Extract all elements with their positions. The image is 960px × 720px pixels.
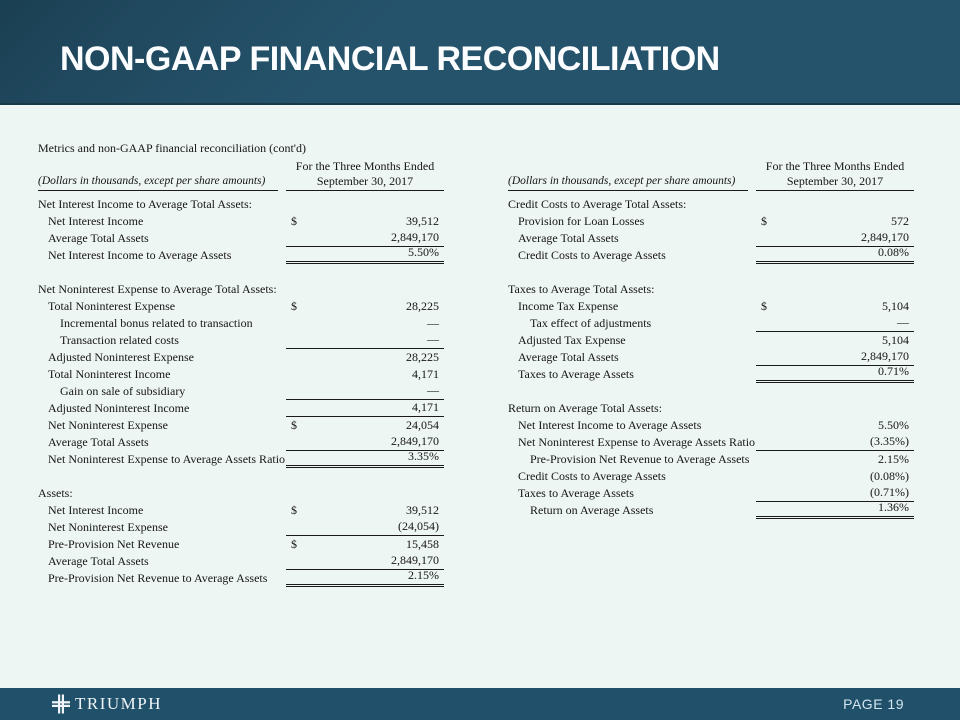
row-label: Return on Average Assets xyxy=(530,503,654,517)
row-label: Adjusted Noninterest Income xyxy=(48,401,190,415)
row-value: 15,458 xyxy=(406,537,439,551)
table-row xyxy=(508,417,914,434)
dollar-sign xyxy=(286,448,306,450)
table-row xyxy=(38,332,444,349)
table-row xyxy=(38,570,444,587)
table-row xyxy=(38,519,444,536)
row-amount xyxy=(756,315,914,332)
table-row xyxy=(38,213,444,230)
table-row xyxy=(508,332,914,349)
row-value: 5,104 xyxy=(882,299,909,313)
table-section xyxy=(508,400,914,519)
row-label: Average Total Assets xyxy=(48,231,149,245)
row-label: Incremental bonus related to transaction xyxy=(60,316,253,330)
dollar-sign: $ xyxy=(291,503,297,517)
row-amount xyxy=(756,366,914,383)
period-line-2: September 30, 2017 xyxy=(286,174,444,191)
table-section xyxy=(38,281,444,468)
section-header: Net Noninterest Expense to Average Total Assets: xyxy=(38,282,277,296)
dollar-sign xyxy=(756,378,776,380)
row-value: — xyxy=(427,332,439,346)
dollar-sign: $ xyxy=(761,299,767,313)
row-label: Net Noninterest Expense to Average Assets Ratio xyxy=(48,452,286,466)
row-value: 0.71% xyxy=(878,364,909,378)
section-header: Taxes to Average Total Assets: xyxy=(508,282,655,296)
page-title: NON-GAAP FINANCIAL RECONCILIATION xyxy=(60,40,720,78)
row-value: 1.36% xyxy=(878,500,909,514)
row-amount xyxy=(286,400,444,417)
dollar-sign: $ xyxy=(291,418,297,432)
row-amount xyxy=(756,213,914,230)
row-amount xyxy=(286,213,444,230)
row-value: (0.71%) xyxy=(870,485,909,499)
table-row xyxy=(38,536,444,553)
table-row xyxy=(508,502,914,519)
dollar-sign: $ xyxy=(291,299,297,313)
row-value: — xyxy=(897,315,909,329)
dollar-sign xyxy=(756,363,776,365)
dollar-sign: $ xyxy=(291,214,297,228)
row-value: 28,225 xyxy=(406,350,439,364)
row-value: (24,054) xyxy=(398,519,439,533)
table-row xyxy=(38,417,444,434)
table-row xyxy=(508,247,914,264)
row-value: 5,104 xyxy=(882,333,909,347)
dollar-sign xyxy=(286,244,306,246)
row-value: 2,849,170 xyxy=(861,230,909,244)
dollar-sign xyxy=(756,329,776,331)
triumph-logo xyxy=(52,688,162,720)
row-value: 4,171 xyxy=(412,400,439,414)
row-label: Adjusted Noninterest Expense xyxy=(48,350,194,364)
row-label: Gain on sale of subsidiary xyxy=(60,384,186,398)
row-amount xyxy=(756,451,914,468)
row-label: Pre-Provision Net Revenue to Average Assets xyxy=(530,452,750,466)
row-label: Average Total Assets xyxy=(518,231,619,245)
units-note: (Dollars in thousands, except per share amounts) xyxy=(38,174,278,191)
row-amount xyxy=(286,417,444,434)
row-value: 39,512 xyxy=(406,214,439,228)
row-label: Average Total Assets xyxy=(48,435,149,449)
table-row xyxy=(38,315,444,332)
row-label: Average Total Assets xyxy=(48,554,149,568)
table-row xyxy=(508,434,914,451)
row-value: 24,054 xyxy=(406,418,439,432)
row-value: 2,849,170 xyxy=(391,553,439,567)
section-header: Return on Average Total Assets: xyxy=(508,401,663,415)
row-label: Net Interest Income xyxy=(48,214,144,228)
table-section xyxy=(508,281,914,383)
row-amount xyxy=(286,519,444,536)
row-value: 2,849,170 xyxy=(861,349,909,363)
row-amount xyxy=(286,570,444,587)
row-amount xyxy=(286,502,444,519)
row-value: 2.15% xyxy=(878,452,909,466)
triumph-cross-icon xyxy=(52,694,70,714)
row-label: Income Tax Expense xyxy=(518,299,619,313)
table-period-header xyxy=(38,157,444,191)
table-row xyxy=(38,349,444,366)
table-row xyxy=(508,451,914,468)
dollar-sign xyxy=(286,397,306,399)
table-period-header xyxy=(508,157,914,191)
table-section xyxy=(508,196,914,264)
row-amount xyxy=(756,468,914,485)
footer-band xyxy=(0,688,960,720)
dollar-sign: $ xyxy=(761,214,767,228)
dollar-sign xyxy=(286,463,306,465)
row-amount xyxy=(756,332,914,349)
table-row xyxy=(38,400,444,417)
table-row xyxy=(508,468,914,485)
row-amount xyxy=(286,451,444,468)
section-header: Credit Costs to Average Total Assets: xyxy=(508,197,687,211)
row-label: Net Noninterest Expense xyxy=(48,418,168,432)
row-value: 28,225 xyxy=(406,299,439,313)
table-row xyxy=(38,383,444,400)
row-value: — xyxy=(427,383,439,397)
dollar-sign xyxy=(286,567,306,569)
row-label: Pre-Provision Net Revenue xyxy=(48,537,180,551)
table-caption: Metrics and non-GAAP financial reconciliation (cont'd) xyxy=(38,141,306,155)
table-section xyxy=(38,485,444,587)
row-label: Transaction related costs xyxy=(60,333,179,347)
row-amount xyxy=(286,332,444,349)
table-row xyxy=(38,298,444,315)
units-note: (Dollars in thousands, except per share amounts) xyxy=(508,174,748,191)
table-row xyxy=(38,451,444,468)
row-label: Credit Costs to Average Assets xyxy=(518,469,666,483)
row-label: Taxes to Average Assets xyxy=(518,367,634,381)
table-row xyxy=(38,502,444,519)
row-amount xyxy=(286,383,444,400)
row-amount xyxy=(286,349,444,366)
page-number: PAGE 19 xyxy=(843,696,904,712)
row-label: Net Noninterest Expense to Average Assets Ratio xyxy=(518,435,756,449)
row-value: 39,512 xyxy=(406,503,439,517)
dollar-sign xyxy=(286,533,306,535)
row-value: 572 xyxy=(891,214,909,228)
row-value: 5.50% xyxy=(878,418,909,432)
row-value: — xyxy=(427,316,439,330)
row-value: 4,171 xyxy=(412,367,439,381)
reconciliation-table-right xyxy=(508,157,914,519)
period-line-1: For the Three Months Ended xyxy=(765,159,905,173)
row-label: Total Noninterest Income xyxy=(48,367,171,381)
reconciliation-table-left xyxy=(38,157,444,587)
dollar-sign xyxy=(286,414,306,416)
dollar-sign xyxy=(286,346,306,348)
dollar-sign xyxy=(756,514,776,516)
row-value: (3.35%) xyxy=(870,434,909,448)
row-label: Net Interest Income xyxy=(48,503,144,517)
row-value: 2,849,170 xyxy=(391,230,439,244)
table-row xyxy=(38,247,444,264)
dollar-sign xyxy=(756,499,776,501)
table-section xyxy=(38,196,444,264)
row-label: Total Noninterest Expense xyxy=(48,299,176,313)
row-value: 2.15% xyxy=(408,568,439,582)
dollar-sign: $ xyxy=(291,537,297,551)
table-row xyxy=(508,298,914,315)
row-value: 3.35% xyxy=(408,449,439,463)
row-amount xyxy=(756,417,914,434)
row-value: 0.08% xyxy=(878,245,909,259)
row-amount xyxy=(756,298,914,315)
row-label: Tax effect of adjustments xyxy=(530,316,652,330)
table-row xyxy=(508,213,914,230)
row-amount xyxy=(286,247,444,264)
row-label: Credit Costs to Average Assets xyxy=(518,248,666,262)
row-label: Net Interest Income to Average Assets xyxy=(518,418,702,432)
row-value: 2,849,170 xyxy=(391,434,439,448)
dollar-sign xyxy=(756,244,776,246)
row-label: Provision for Loan Losses xyxy=(518,214,645,228)
row-amount xyxy=(286,315,444,332)
header-band xyxy=(0,0,960,105)
row-amount xyxy=(286,298,444,315)
row-amount xyxy=(286,536,444,553)
brand-name: TRIUMPH xyxy=(75,694,163,713)
table-row xyxy=(508,366,914,383)
section-header: Net Interest Income to Average Total Assets: xyxy=(38,197,252,211)
period-line-1: For the Three Months Ended xyxy=(295,159,435,173)
row-label: Pre-Provision Net Revenue to Average Assets xyxy=(48,571,268,585)
section-header: Assets: xyxy=(38,486,73,500)
dollar-sign xyxy=(286,582,306,584)
dollar-sign xyxy=(756,259,776,261)
row-amount xyxy=(756,434,914,451)
row-label: Net Interest Income to Average Assets xyxy=(48,248,232,262)
row-label: Taxes to Average Assets xyxy=(518,486,634,500)
row-amount xyxy=(756,247,914,264)
row-label: Adjusted Tax Expense xyxy=(518,333,626,347)
table-row xyxy=(38,366,444,383)
row-value: (0.08%) xyxy=(870,469,909,483)
row-label: Net Noninterest Expense xyxy=(48,520,168,534)
period-line-2: September 30, 2017 xyxy=(756,174,914,191)
row-value: 5.50% xyxy=(408,245,439,259)
table-row xyxy=(508,315,914,332)
dollar-sign xyxy=(756,448,776,450)
row-label: Average Total Assets xyxy=(518,350,619,364)
row-amount xyxy=(286,366,444,383)
dollar-sign xyxy=(286,259,306,261)
row-amount xyxy=(756,502,914,519)
